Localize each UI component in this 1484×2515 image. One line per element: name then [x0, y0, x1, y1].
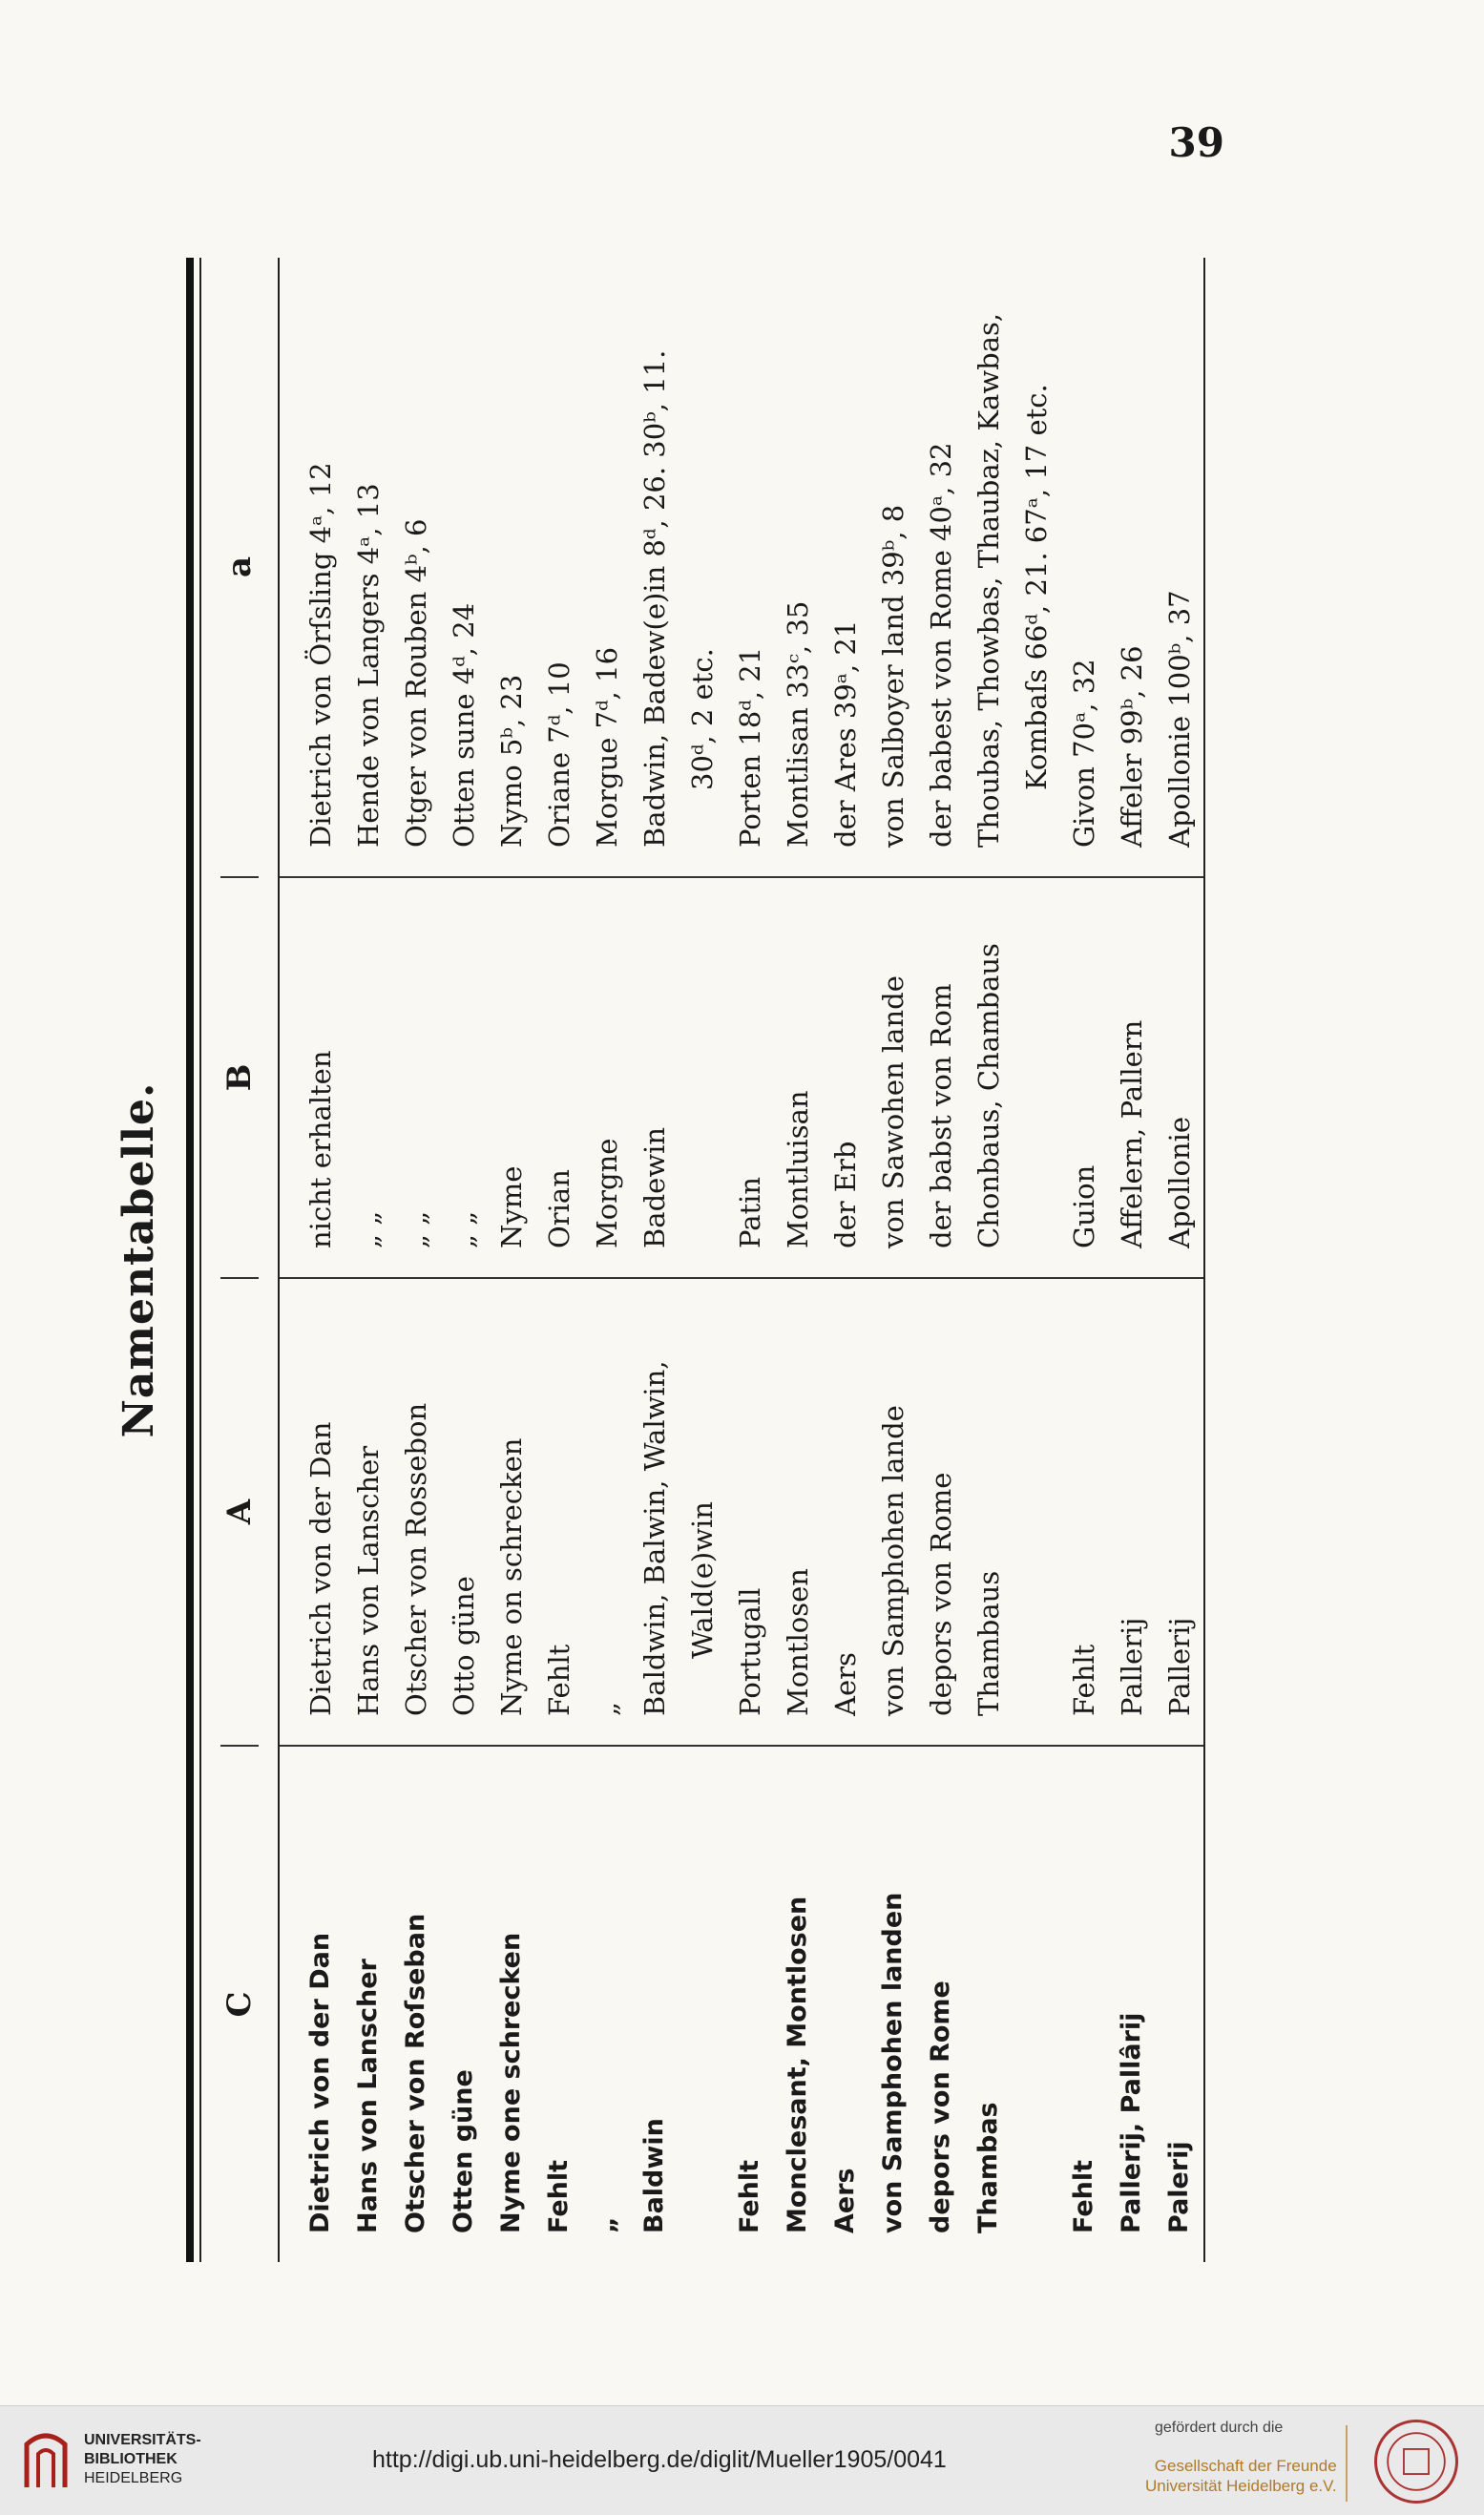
cell-a: der Ares 39ᵃ, 21: [829, 619, 862, 848]
cell-a: Oriane 7ᵈ, 10: [543, 661, 575, 848]
cell-a: Givon 70ᵃ, 32: [1068, 659, 1100, 848]
cell-A: Otscher von Rossebon: [400, 1402, 432, 1716]
library-name: UNIVERSITÄTS- BIBLIOTHEK HEIDELBERG: [84, 2432, 201, 2486]
cell-a: Affeler 99ᵇ, 26: [1116, 645, 1148, 848]
footer-divider: [1346, 2425, 1348, 2502]
cell-a: Montlisan 33ᶜ, 35: [782, 600, 814, 848]
cell-C: Fehlt: [544, 2159, 574, 2233]
cell-C: Nyme one schrecken: [496, 1932, 526, 2233]
page-number: 39: [1168, 119, 1224, 166]
cell-B: Apollonie: [1163, 1116, 1196, 1248]
cell-B: nicht erhalten: [304, 1050, 337, 1248]
cell-B: der babst von Rom: [925, 983, 957, 1248]
cell-B: „ „: [448, 1210, 480, 1248]
cell-B: Guion: [1068, 1164, 1100, 1248]
cell-a: Morgue 7ᵈ, 16: [591, 646, 623, 848]
page-title: Namentabelle.: [115, 1081, 163, 1438]
cell-a: Badwin, Badew(e)in 8ᵈ, 26. 30ᵇ, 11.: [638, 349, 671, 848]
permalink-url[interactable]: http://digi.ub.uni-heidelberg.de/diglit/Mueller1905/0041: [372, 2446, 947, 2473]
cell-C: Dietrich von der Dan: [305, 1932, 335, 2233]
cell-B: Orian: [543, 1169, 575, 1248]
university-seal-icon: [1374, 2420, 1458, 2504]
cell-C: Hans von Lanscher: [353, 1959, 383, 2233]
header-col-A: A: [220, 1279, 259, 1747]
header-col-a: a: [220, 258, 259, 878]
cell-C: [679, 1747, 726, 2233]
cell-C: Otscher von Roſseban: [401, 1913, 430, 2233]
cell-C: Palerij: [1164, 2141, 1194, 2233]
cell-A: depors von Rome: [925, 1472, 957, 1716]
cell-A: [1013, 1279, 1060, 1716]
table-wrapper: [115, 258, 1241, 2262]
cell-a: Porten 18ᵈ, 21: [734, 646, 766, 848]
cell-C: depors von Rome: [926, 1981, 955, 2233]
cell-A: Portugall: [734, 1587, 766, 1716]
cell-a: Dietrich von Örſsling 4ᵃ, 12: [304, 462, 337, 848]
header-col-C: C: [220, 1991, 259, 2018]
sponsor-label: gefördert durch die: [1155, 2420, 1284, 2436]
cell-a: von Salboyer land 39ᵇ, 8: [877, 504, 909, 848]
cell-B: Nyme: [495, 1165, 528, 1248]
name-table: [186, 258, 1205, 2262]
column-a: [280, 258, 1203, 878]
cell-B: der Erb: [829, 1141, 862, 1248]
cell-A: Fehlt: [543, 1644, 575, 1716]
cell-B: von Sawohen lande: [877, 975, 909, 1248]
cell-C: Fehlt: [735, 2159, 764, 2233]
cell-a: 30ᵈ, 2 etc.: [686, 648, 719, 790]
cell-C: Pallerij, Pallârij: [1117, 2012, 1146, 2233]
cell-B: Badewin: [638, 1126, 671, 1248]
cell-B: „ „: [400, 1210, 432, 1248]
cell-A: „: [591, 1701, 623, 1716]
column-A: [280, 1279, 1203, 1747]
cell-B: [1013, 878, 1060, 1248]
cell-C: von Samphohen landen: [878, 1892, 908, 2233]
table-body: [280, 258, 1203, 2262]
cell-B: [679, 878, 726, 1248]
cell-A: Baldwin, Balwin, Walwin,: [638, 1360, 671, 1716]
cell-A: Pallerij: [1163, 1617, 1196, 1716]
viewer-footer: [0, 2405, 1484, 2515]
cell-A: Nyme on schrecken: [495, 1437, 528, 1716]
cell-B: Chonbaus, Chambaus: [972, 943, 1005, 1248]
cell-C: Thambas: [973, 2102, 1003, 2233]
cell-C: [1013, 1747, 1060, 2233]
rotated-table-area: [115, 258, 1241, 2262]
cell-A: von Samphohen lande: [877, 1405, 909, 1716]
cell-a: Apollonie 100ᵇ, 37: [1163, 590, 1196, 848]
cell-a: Thoubas, Thowbas, Thaubaz, Kawbas,: [972, 312, 1005, 848]
cell-A: Dietrich von der Dan: [304, 1421, 337, 1716]
cell-C: Baldwin: [639, 2118, 669, 2233]
cell-A: Aers: [829, 1652, 862, 1716]
cell-C: Fehlt: [1069, 2159, 1098, 2233]
cell-A: Pallerij: [1116, 1617, 1148, 1716]
cell-B: Affelern, Pallern: [1116, 1019, 1148, 1248]
university-library-logo-icon: [17, 2425, 74, 2492]
sponsor-name: Gesellschaft der Freunde Universität Heidelberg e.V.: [1145, 2457, 1337, 2495]
cell-B: Montluisan: [782, 1090, 814, 1248]
cell-A: Hans von Lanscher: [352, 1445, 385, 1716]
cell-A: Fehlt: [1068, 1644, 1100, 1716]
cell-B: „ „: [352, 1210, 385, 1248]
cell-a: Otger von Rouben 4ᵇ, 6: [400, 518, 432, 848]
column-B: [280, 878, 1203, 1279]
cell-A: Wald(e)win: [686, 1501, 719, 1659]
cell-B: Patin: [734, 1176, 766, 1248]
header-col-B: B: [220, 878, 259, 1279]
cell-A: Otto güne: [448, 1576, 480, 1716]
column-C: [280, 1747, 1203, 2262]
cell-a: Nymo 5ᵇ, 23: [495, 674, 528, 848]
cell-a: Otten sune 4ᵈ, 24: [448, 602, 480, 848]
cell-a: Kombaſs 66ᵈ, 21. 67ᵃ, 17 etc.: [1020, 384, 1053, 790]
table-header: [201, 258, 280, 2262]
cell-a: der babest von Rome 40ᵃ, 32: [925, 442, 957, 848]
cell-C: Monclesant, Montlosen: [783, 1896, 812, 2233]
cell-A: Montlosen: [782, 1568, 814, 1716]
cell-C: „: [592, 2216, 621, 2233]
cell-C: Aers: [830, 2168, 860, 2233]
cell-B: Morgne: [591, 1138, 623, 1248]
cell-A: Thambaus: [972, 1570, 1005, 1716]
cell-a: Hende von Langers 4ᵃ, 13: [352, 483, 385, 848]
cell-C: Otten güne: [449, 2069, 478, 2233]
